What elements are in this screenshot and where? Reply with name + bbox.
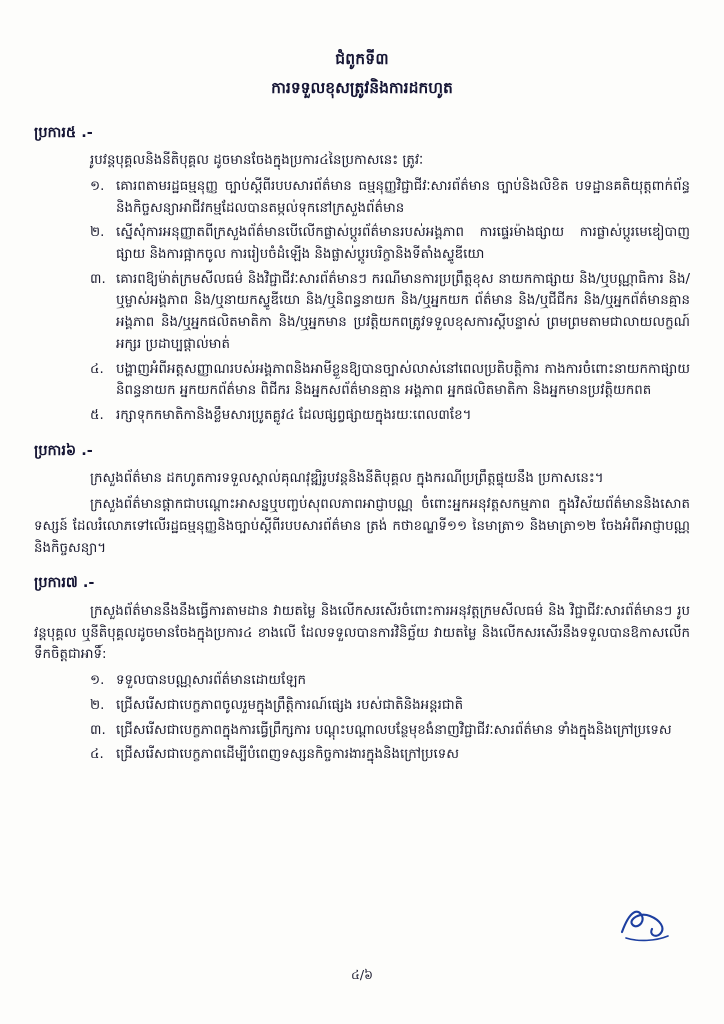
page-number: ៤/៦ <box>351 967 373 982</box>
chapter-title: ជំពូកទី៣ <box>335 50 389 68</box>
article-7-list <box>34 670 690 766</box>
list-item-text: ជ្រើសរើសជាបេក្ខភាពដើម្បីបំពេញទស្សនកិច្ចការងារក្នុងនិងក្រៅប្រទេស <box>116 747 459 763</box>
list-item-text: គោរពតាមរដ្ឋធម្មនុញ្ញ ច្បាប់ស្តីពីរបបសារព័ត៌មាន ធម្មនុញ្ញវិជ្ជាជីវៈសារព័ត៌មាន ច្បាប់និងលិខិត បទដ្ឋានគតិយុត្តពាក់ព័ន្ធ និងកិច្ចសន្យាអាជីវកម្មដែលបានតម្កល់ទុកនៅក្រសួងព័ត៌មាន <box>116 178 690 216</box>
list-item <box>34 744 690 766</box>
list-item-text: គោរពឱ្យម៉ាត់ក្រមសីលធម៌ និងវិជ្ជាជីវៈសារព័ត៌មានៗ ករណីមានការប្រព្រឹត្តខុស នាយកកាផ្សាយ និង/ឬបណ្ណាធិការ និង/ឬម្ចាស់អង្គភាព និង/ឬនាយកស្ទូឌីយោ និង/ឬនិពន្ធនាយក និង/ឬអ្នកយក ព័ត៌មាន និង/ឬជីជីករ និង/ឬអ្នកព័ត៌មានគ្មានអង្គភាព និង/ឬអ្នកផលិតមាតិកា និង/ឬអ្នកមាន ប្រវត្តិយកពត្រូវទទួលខុសការស្តីបន្ទាស់ ព្រមព្រមតាមជាលាយលក្ខណ៍អក្សរ ប្រដាប្បផ្តាល់មាត់ <box>116 271 690 352</box>
list-item-text: ទទួលបានបណ្ណសារព័ត៌មានដោយឡែក <box>116 673 306 689</box>
list-item <box>34 176 690 219</box>
article-5-intro: រូបវន្តបុគ្គលនិងនីតិបុគ្គល ដូចមានចែងក្នុងប្រការ៤នៃប្រកាសនេះ ត្រូវៈ <box>90 153 424 169</box>
list-item-number: ២. <box>90 697 105 713</box>
list-item <box>34 720 690 742</box>
list-item-number: ១. <box>90 178 105 194</box>
list-item <box>34 269 690 356</box>
list-item-number: ២. <box>90 225 105 241</box>
signature-mark <box>616 902 676 946</box>
list-item <box>34 405 690 427</box>
list-item-number: ១. <box>90 673 105 689</box>
article-7-heading: ប្រការ៧ .- <box>34 575 95 592</box>
list-item-number: ៤. <box>90 361 104 377</box>
list-item-text: ស្នើសុំការអនុញ្ញាតពីក្រសួងព័ត៌មានបើលើកផ្លាស់ប្តូរព័ត៌មានរបស់អង្គភាព ការផ្ទេរម៉ាងផ្សាយ ការផ្លាស់ប្តូរមេឌៀបាញផ្សាយ និងការផ្អាកចូល ការរៀបចំដំឡើង និងផ្លាស់ប្តូរបរិក្ខានិងទីតាំងស្ទូឌីយោ <box>116 225 690 263</box>
list-item-number: ៣. <box>90 271 106 287</box>
article-5-list <box>34 176 690 427</box>
list-item <box>34 222 690 265</box>
article-6-paragraph-2: ក្រសួងព័ត៌មានផ្ដាកជាបណ្ដោះអាសន្នឬបញ្ចប់សុពលភាពអាជ្ញាបណ្ណ ចំពោះអ្នកអនុវត្តសកម្មភាព ក្នុងវិស័យព័ត៌មាននិងសោតទស្សន៍ ដែលរំលោភទៅលើរដ្ឋធម្មនុញ្ញនិងច្បាប់ស្តីពីរបបសារព័ត៌មាន ត្រង់ កថាខណ្ឌទី១១ នៃមាត្រា១ និងមាត្រា១២ ចែងអំពីអាជ្ញាបណ្ណ និងកិច្ចសន្យា។ <box>34 497 690 556</box>
list-item-text: រក្សាទុកកមាតិកានិងខ្លឹមសារប្រូតគ្លូវ៤ ដែលផ្សព្វផ្សាយក្នុងរយៈពេល៣ខែ។ <box>116 407 472 423</box>
chapter-subtitle: ការទទួលខុសត្រូវនិងការដកហូត <box>271 79 453 98</box>
article-5-heading: ប្រការ៥ .- <box>34 124 93 141</box>
article-6-paragraph-1: ក្រសួងព័ត៌មាន ដកហូតការទទួលស្គាល់គុណវុឌ្ឍិរូបវន្តនិងនីតិបុគ្គល ក្នុងករណីប្រព្រឹត្តផ្ទុយនឹង ប្រកាសនេះ។ <box>90 471 604 487</box>
list-item-number: ៤. <box>90 747 104 763</box>
list-item-number: ៥. <box>90 407 104 423</box>
article-6-heading: ប្រការ៦ .- <box>34 442 93 459</box>
list-item <box>34 359 690 402</box>
list-item-text: ជ្រើសរើសជាបេក្ខភាពចូលរួមក្នុងព្រឹត្តិការណ៍ផ្សេង របស់ជាតិនិងអន្តរជាតិ <box>116 697 464 713</box>
article-7-paragraph-1: ក្រសួងព័ត៌មាននឹងនឹងធ្វើការតាមដាន វាយតម្លៃ និងលើកសរសើរចំពោះការអនុវត្តក្រមសីលធម៌ និង វិជ្ជាជីវៈសារព័ត៌មានៗ រូបវន្តបុគ្គល ឬនីតិបុគ្គលដូចមានចែងក្នុងប្រការ៤ ខាងលើ ដែលទទួលបានការវិនិច្ឆ័យ វាយតម្លៃ និងលើកសរសើរនឹងទទួលបានឱកាសលើកទឹកចិត្តជាអាទិ៍: <box>34 604 690 663</box>
list-item-number: ៣. <box>90 722 106 738</box>
list-item-text: ជ្រើសរើសជាបេក្ខភាពក្នុងការធ្វើព្រឹក្សការ បណ្ដុះបណ្ដាលបន្ថែមុខងំនាញវិជ្ជាជីវៈសារព័ត៌មាន ទាំងក្នុងនិងក្រៅប្រទេស <box>116 722 672 738</box>
list-item-text: បង្ហាញអំពីអត្តសញ្ញាណរបស់អង្គភាពនិងអាមីខ្លួនឱ្យបានច្បាស់លាស់នៅពេលប្រតិបត្តិការ កាងការចំពោះនាយកកាផ្សាយ និពន្ធនាយក អ្នកយកព័ត៌មាន ពិជីករ និងអ្នកសព័ត៌មានគ្មាន អង្គភាព អ្នកផលិតមាតិកា និងអ្នកមានប្រវត្តិយកពត <box>116 361 690 399</box>
list-item <box>34 670 690 692</box>
document-content <box>34 48 690 769</box>
list-item <box>34 695 690 717</box>
